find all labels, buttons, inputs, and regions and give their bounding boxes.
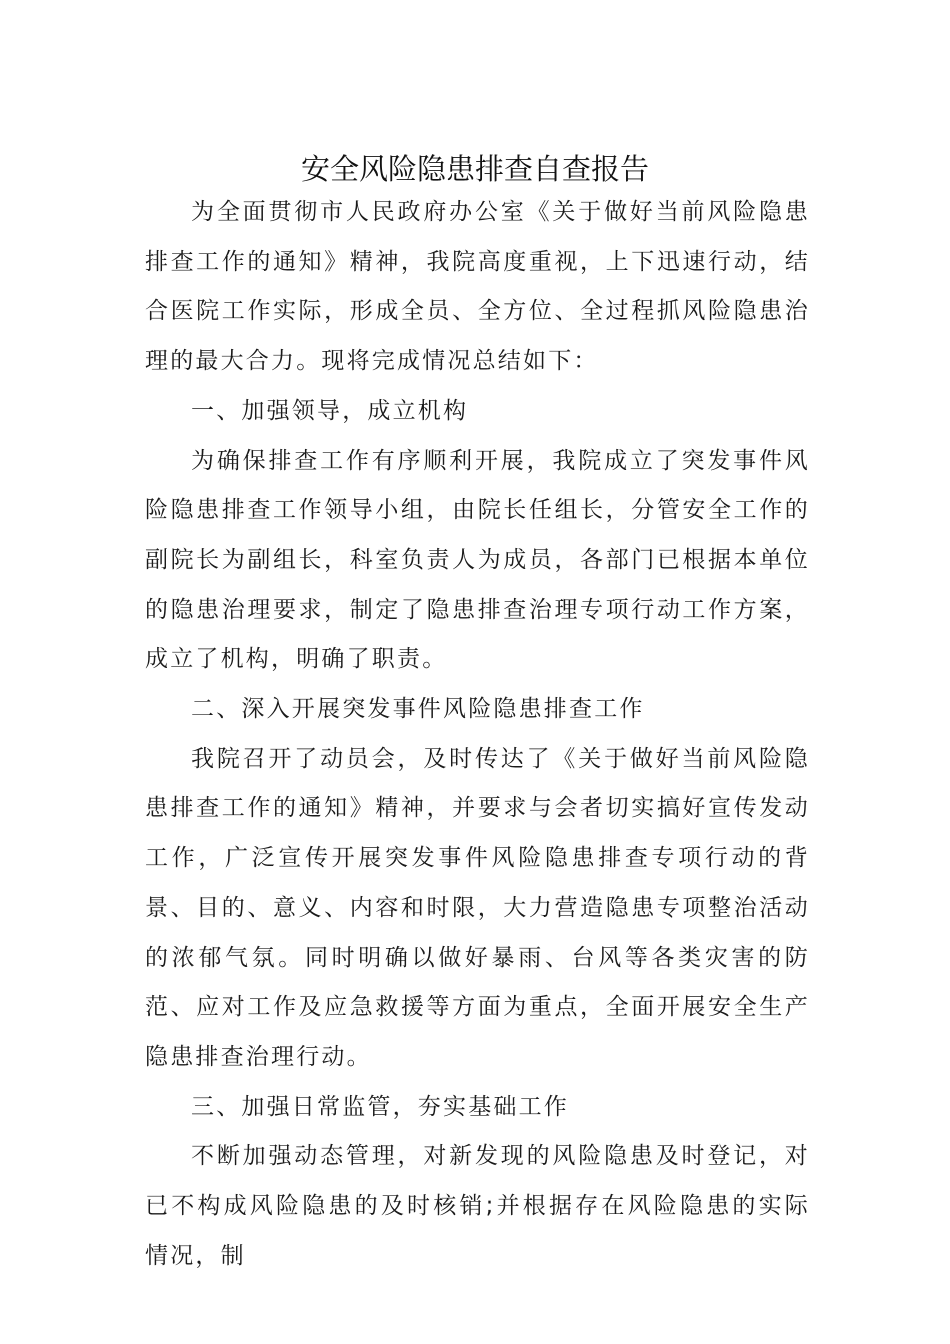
- document-title: 安全风险隐患排查自查报告: [300, 152, 649, 187]
- section-3-paragraph: 不断加强动态管理，对新发现的风险隐患及时登记，对已不构成风险隐患的及时核销;并根据存在风险隐患的实际情况，制: [145, 1143, 810, 1269]
- section-heading-3: 三、加强日常监管，夯实基础工作: [191, 1093, 569, 1120]
- intro-paragraph: 为全面贯彻市人民政府办公室《关于做好当前风险隐患排查工作的通知》精神，我院高度重视，上下迅速行动，结合医院工作实际，形成全员、全方位、全过程抓风险隐患治理的最大合力。现将完成情况总结如下：: [145, 199, 810, 375]
- section-2-paragraph: 我院召开了动员会，及时传达了《关于做好当前风险隐患排查工作的通知》精神，并要求与会者切实搞好宣传发动工作，广泛宣传开展突发事件风险隐患排查专项行动的背景、目的、意义、内容和时限，大力营造隐患专项整治活动的浓郁气氛。同时明确以做好暴雨、台风等各类灾害的防范、应对工作及应急救援等方面为重点，全面开展安全生产隐患排查治理行动。: [145, 745, 810, 1070]
- document-body: [145, 188, 810, 1281]
- section-heading-2: 二、深入开展突发事件风险隐患排查工作: [191, 696, 645, 723]
- section-heading-1: 一、加强领导，成立机构: [191, 397, 469, 424]
- section-1-paragraph: 为确保排查工作有序顺利开展，我院成立了突发事件风险隐患排查工作领导小组，由院长任组长，分管安全工作的副院长为副组长，科室负责人为成员，各部门已根据本单位的隐患治理要求，制定了隐患排查治理专项行动工作方案，成立了机构，明确了职责。: [145, 447, 810, 673]
